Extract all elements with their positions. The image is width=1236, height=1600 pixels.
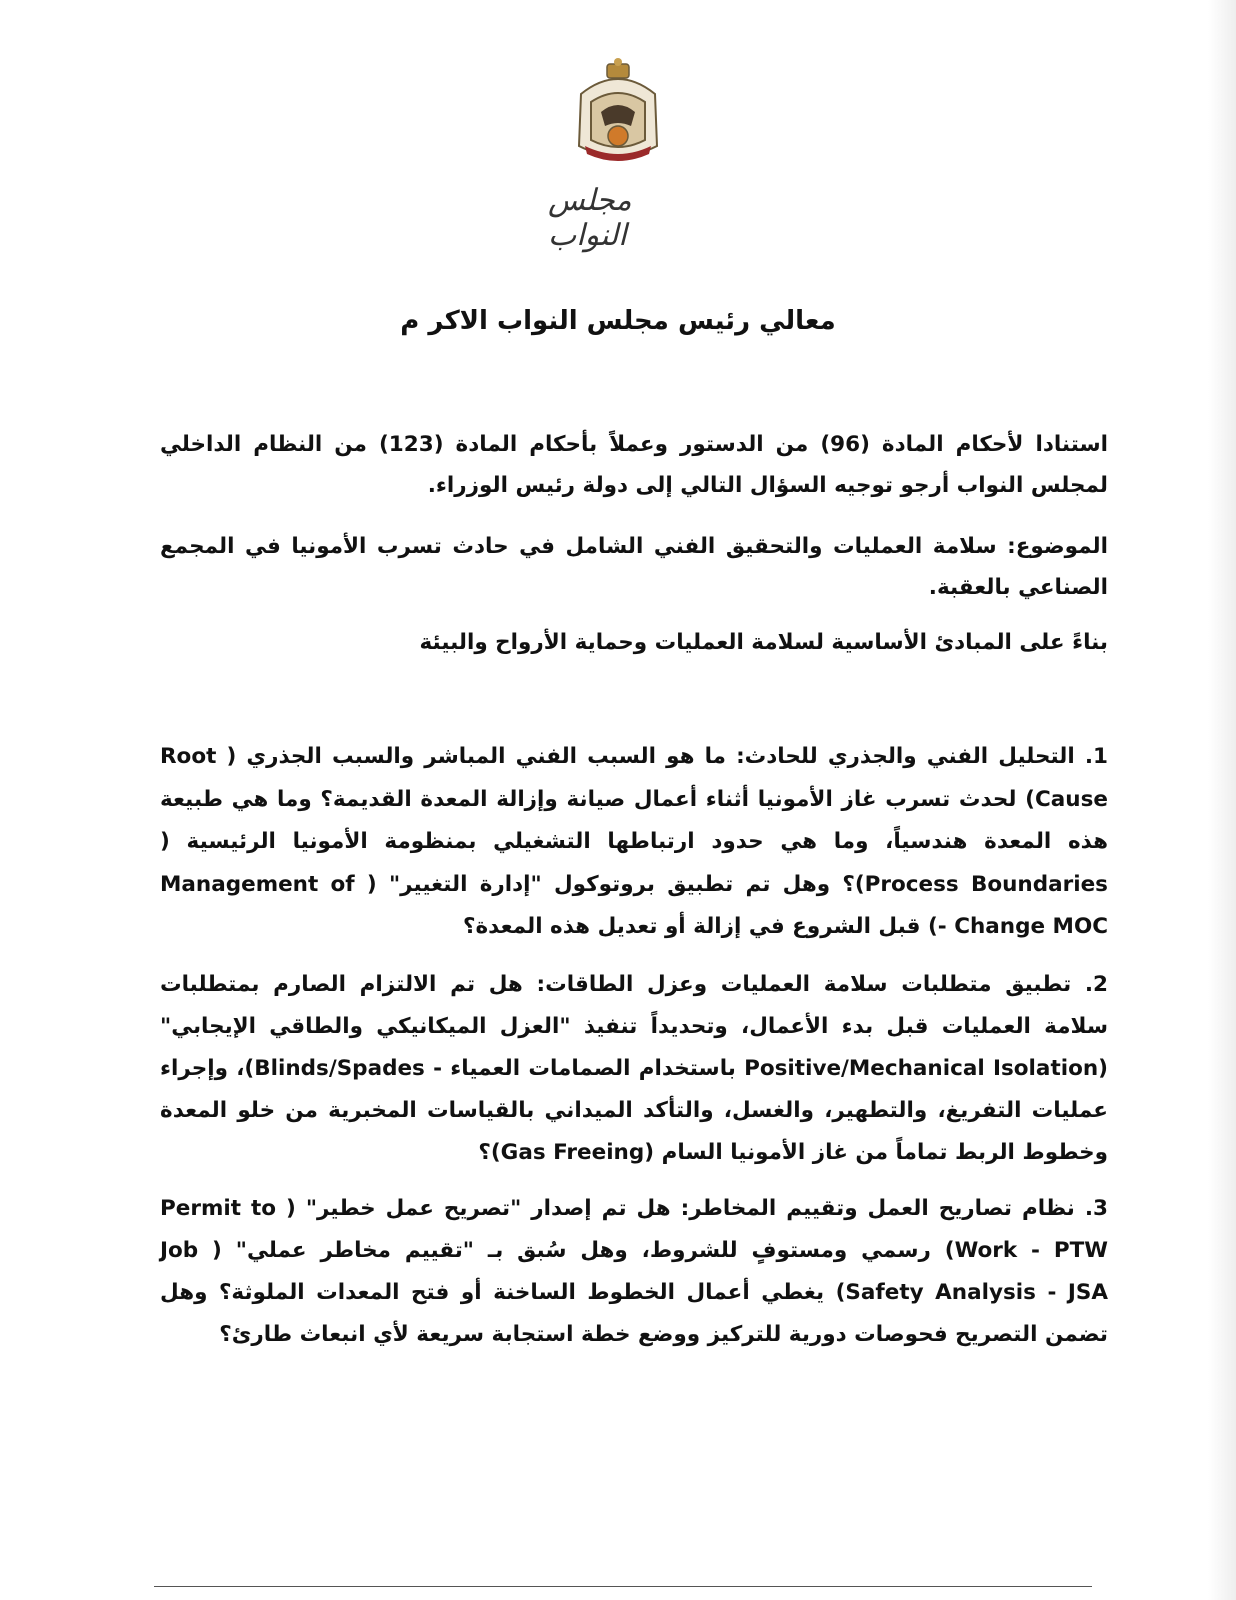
question-text: التحليل الفني والجذري للحادث: ما هو السبب الفني المباشر والسبب الجذري ( Root Cause) لحدث تسرب غاز الأمونيا أثناء أعمال صيانة وإزالة المعدة القديمة؟ وما هي طبيعة هذه المعدة هندسياً، وما هي حدود ارتباطها التشغيلي بمنظومة الأمونيا الرئيسية ( Process Boundaries)؟ وهل تم تطبيق بروتوكول "إدارة التغيير" ( Management of Change MOC -) قبل الشروع في إزالة أو تعديل هذه المعدة؟ <box>160 744 1108 939</box>
basis-paragraph: بناءً على المبادئ الأساسية لسلامة العمليات وحماية الأرواح والبيئة <box>419 630 1108 655</box>
subject-paragraph: الموضوع: سلامة العمليات والتحقيق الفني الشامل في حادث تسرب الأمونيا في المجمع الصناعي بالعقبة. <box>160 534 1108 600</box>
jordan-coat-of-arms-icon <box>561 54 675 170</box>
question-number: 3. <box>1084 1196 1108 1221</box>
question-text: تطبيق متطلبات سلامة العمليات وعزل الطاقات: هل تم الالتزام الصارم بمتطلبات سلامة العمليات قبل بدء الأعمال، وتحديداً تنفيذ "العزل الميكانيكي والطاقي الإيجابي" (Positive/Mechanical Isolation باستخدام الصمامات العمياء - Blinds/Spades)، وإجراء عمليات التفريغ، والتطهير، والغسل، والتأكد الميداني بالقياسات المخبرية من خلو المعدة وخطوط الربط تماماً من غاز الأمونيا السام (Gas Freeing)؟ <box>160 972 1108 1165</box>
intro-paragraph: استنادا لأحكام المادة (96) من الدستور وعملاً بأحكام المادة (123) من النظام الداخلي لمجلس النواب أرجو توجيه السؤال التالي إلى دولة رئيس الوزراء. <box>160 432 1108 498</box>
question-3 <box>160 1188 1108 1356</box>
page-title: معالي رئيس مجلس النواب الاكر م <box>400 306 836 336</box>
question-number: 2. <box>1084 972 1108 997</box>
question-text: نظام تصاريح العمل وتقييم المخاطر: هل تم إصدار "تصريح عمل خطير" ( Permit to Work - PTW) رسمي ومستوفٍ للشروط، وهل سُبق بـ "تقييم مخاطر عملي" ( Job Safety Analysis - JSA) يغطي أعمال الخطوط الساخنة أو فتح المعدات الملوثة؟ وهل تضمن التصريح فحوصات دورية للتركيز ووضع خطة استجابة سريعة لأي انبعاث طارئ؟ <box>160 1196 1108 1347</box>
footer-divider <box>154 1586 1092 1587</box>
signature: مجلس النواب <box>548 183 632 253</box>
page-edge-shade <box>1208 0 1236 1600</box>
question-2 <box>160 964 1108 1174</box>
question-number: 1. <box>1084 744 1108 769</box>
question-1 <box>160 736 1108 949</box>
